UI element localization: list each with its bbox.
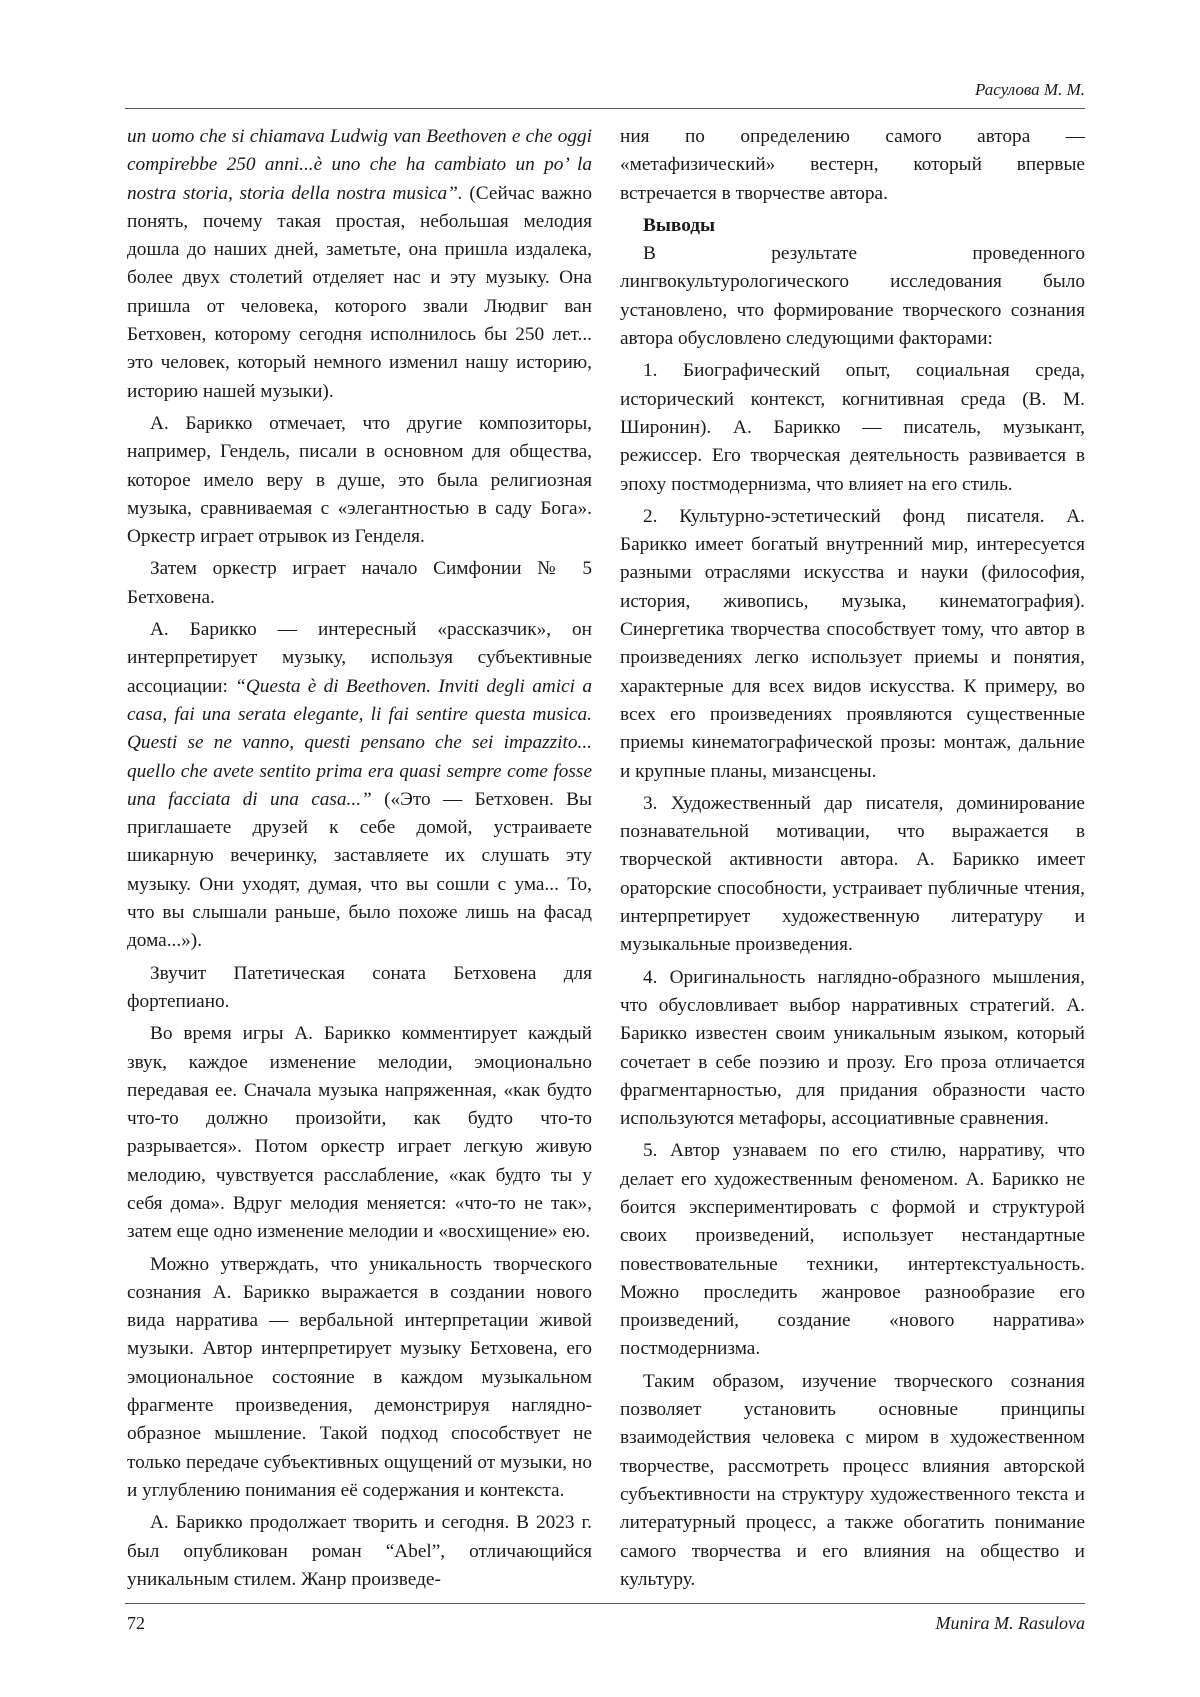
paragraph: В результате проведенного лингвокультурологического исследования было установлено, что формирование творческого сознания автора обусловлено следующими факторами: (620, 243, 1085, 350)
italian-quote: “Questa è di Beethoven. Inviti degli amici a casa, fai una serata elegante, li fai sentire questa musica. Questi se ne vanno, questi pensano che sei impazzito... quello che avete sentito prima era quasi sempre come fosse una facciata di una casa...” (127, 675, 592, 810)
list-item: 2. Культурно-эстетический фонд писателя. А. Барикко имеет богатый внутренний мир, интересуется разными отраслями искусства и науки (философия, история, живопись, музыка, кинематография). Синергетика творчества способствует тому, что автор в произведениях легко использует приемы и понятия, характерные для всех видов искусства. К примеру, во всех его произведениях проявляются существенные приемы кинематографической прозы: монтаж, дальние и крупные планы, мизансцены. (620, 505, 1085, 782)
list-item: 4. Оригинальность наглядно-образного мышления, что обусловливает выбор нарративных стратегий. А. Барикко известен своим уникальным языком, который сочетает в себе поэзию и прозу. Его проза отличается фрагментарностью, для придания образности часто используются метафоры, ассоциативные сравнения. (620, 966, 1085, 1130)
left-column (127, 123, 592, 1594)
header-rule (125, 108, 1085, 109)
list-item: 3. Художественный дар писателя, доминирование познавательной мотивации, что выражается в творческой активности автора. А. Барикко имеет ораторские способности, устраивает публичные чтения, интерпретирует художественную литературу и музыкальные произведения. (620, 792, 1085, 956)
footer-author: Munira M. Rasulova (935, 1613, 1085, 1633)
translation-text: («Это — Бетховен. Вы приглашаете друзей к себе домой, устраиваете шикарную вечеринку, заставляете их слушать эту музыку. Они уходят, думая, что вы сошли с ума... То, что вы слышали раньше, было похоже лишь на фасад дома...»). (127, 788, 592, 952)
paragraph-text: А. Барикко — интересный «рассказчик», он интерпретирует музыку, используя субъективные ассоциации: (127, 619, 592, 697)
list-item: 1. Биографический опыт, социальная среда, исторический контекст, когнитивная среда (В. М. Широнин). А. Барикко — писатель, музыкант, режиссер. Его творческая деятельность развивается в эпоху постмодернизма, что влияет на его стиль. (620, 360, 1085, 495)
list-item: 5. Автор узнаваем по его стилю, нарративу, что делает его художественным феноменом. А. Барикко не боится экспериментировать с формой и структурой своих произведений, использует нестандартные повествовательные техники, интертекстуальность. Можно проследить жанровое разнообразие его произведений, создание «нового нарратива» постмодернизма. (620, 1140, 1085, 1360)
paragraph: А. Барикко отмечает, что другие композиторы, например, Гендель, писали в основном для общества, которое имело веру в душе, это была религиозная музыка, сравниваемая с «элегантностью в саду Бога». Оркестр играет отрывок из Генделя. (127, 412, 592, 548)
right-column (620, 123, 1085, 1594)
paragraph: А. Барикко продолжает творить и сегодня. В 2023 г. был опубликован роман “Abel”, отличающийся уникальным стилем. Жанр произведе- (127, 1512, 592, 1590)
footer-rule (125, 1603, 1085, 1604)
paragraph (127, 123, 592, 406)
translation-text: (Сейчас важно понять, почему такая простая, небольшая мелодия дошла до наших дней, заметьте, она пришла издалека, более двух столетий отделяет нас и эту музыку. Она пришла от человека, которого звали Людвиг ван Бетховен, которому сегодня исполнилось бы 250 лет... это человек, который немного изменил нашу историю, историю нашей музыки). (127, 182, 592, 402)
running-title: Расулова М. М. (975, 80, 1085, 99)
paragraph: Звучит Патетическая соната Бетховена для фортепиано. (127, 962, 592, 1012)
paragraph: Затем оркестр играет начало Симфонии № 5 Бетховена. (127, 558, 592, 608)
paragraph: ния по определению самого автора — «метафизический» вестерн, который впервые встречается в творчестве автора. (620, 126, 1085, 204)
paragraph: Можно утверждать, что уникальность творческого сознания А. Барикко выражается в создании нового вида нарратива — вербальной интерпретации живой музыки. Автор интерпретирует музыку Бетховена, его эмоциональное состояние в каждом музыкальном фрагменте произведения, демонстрируя наглядно-образное мышление. Такой подход способствует не только передаче субъективных ощущений от музыки, но и углублению понимания её содержания и контекста. (127, 1253, 592, 1501)
paragraph: Во время игры А. Барикко комментирует каждый звук, каждое изменение мелодии, эмоционально передавая ее. Сначала музыка напряженная, «как будто что-то должно произойти, как будто что-то разрывается». Потом оркестр играет легкую живую мелодию, чувствуется расслабление, «как будто ты у себя дома». Вдруг мелодия меняется: «что-то не так», затем еще одно изменение мелодии и «восхищение» ею. (127, 1023, 592, 1243)
italian-quote: un uomo che si chiamava Ludwig van Beethoven e che oggi compirebbe 250 anni...è uno che ha cambiato un po’ la nostra storia, storia della nostra musica”. (127, 126, 592, 204)
section-heading: Выводы (643, 214, 716, 236)
paragraph: Таким образом, изучение творческого сознания позволяет установить основные принципы взаимодействия человека с миром в художественном творчестве, рассмотреть процесс влияния авторской субъективности на структуру художественного текста и литературный процесс, а также обогатить понимание самого творчества и его влияния на общество и культуру. (620, 1370, 1085, 1590)
paragraph (127, 616, 592, 956)
page-number: 72 (127, 1613, 145, 1633)
